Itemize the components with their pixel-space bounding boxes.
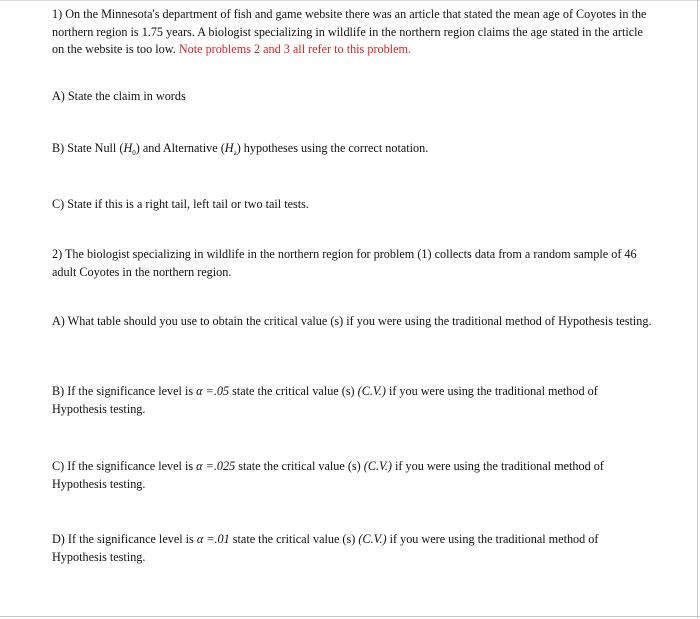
part-c-suffix-text: if you were using the traditional method of Hypothesis testing. [52, 459, 604, 491]
problem-1-part-a: A) State the claim in words [52, 89, 186, 103]
alpha-value: α =.01 [196, 532, 230, 546]
part-b-suffix-text: if you were using the traditional method of Hypothesis testing. [52, 384, 598, 416]
part-d-mid-text: state the critical value (s) [232, 532, 356, 546]
problem-2-part-d [52, 531, 652, 566]
critical-value-notation: (C.V.) [358, 532, 387, 546]
critical-value-notation: (C.V.) [363, 459, 392, 473]
part-b-mid-text: state the critical value (s) [232, 384, 355, 398]
part-b-label: B) If the significance level is [52, 384, 194, 398]
part-d-suffix-text: if you were using the traditional method of Hypothesis testing. [52, 532, 599, 564]
problem-2-part-c [52, 458, 652, 493]
part-b-prefix: B) State Null [52, 141, 117, 155]
problem-1-part-b: B) State Null $(H_0)$ and Alternative $(H_a)$ hypotheses using the correct notation. [52, 141, 429, 157]
problem-2-part-b [52, 383, 652, 418]
problem-1-text: 1) On the Minnesota's department of fish and game website there was an article that stated the mean age of Coyotes in the northern region is 1.75 years. A biologist specializing in wildlife in the northern region claims the age stated in the article on the website is too low. [52, 7, 647, 56]
alpha-value: α =.05 [196, 384, 230, 398]
null-hypothesis-symbol: $H_0$ [123, 141, 136, 157]
problem-1 [52, 6, 652, 59]
part-c-mid-text: state the critical value (s) [238, 459, 361, 473]
part-d-label: D) If the significance level is [52, 532, 194, 546]
top-border [0, 0, 700, 1]
problem-1-note: Note problems 2 and 3 all refer to this problem. [178, 42, 412, 56]
problem-1-part-c: C) State if this is a right tail, left tail or two tail tests. [52, 197, 309, 211]
right-border [697, 0, 698, 619]
bottom-border [0, 616, 700, 617]
alpha-value: α =.025 [196, 459, 236, 473]
part-c-label: C) If the significance level is [52, 459, 194, 473]
critical-value-notation: (C.V.) [357, 384, 386, 398]
part-b-suffix: hypotheses using the correct notation. [243, 141, 429, 155]
alternative-hypothesis-symbol: $H_a$ [224, 141, 237, 157]
problem-2: 2) The biologist specializing in wildlife in the northern region for problem (1) collects data from a random sample of 46 adult Coyotes in the northern region. [52, 247, 637, 279]
problem-2-part-a: A) What table should you use to obtain the critical value (s) if you were using the traditional method of Hypothesis testing. [52, 314, 652, 328]
part-b-mid: and Alternative [142, 141, 218, 155]
